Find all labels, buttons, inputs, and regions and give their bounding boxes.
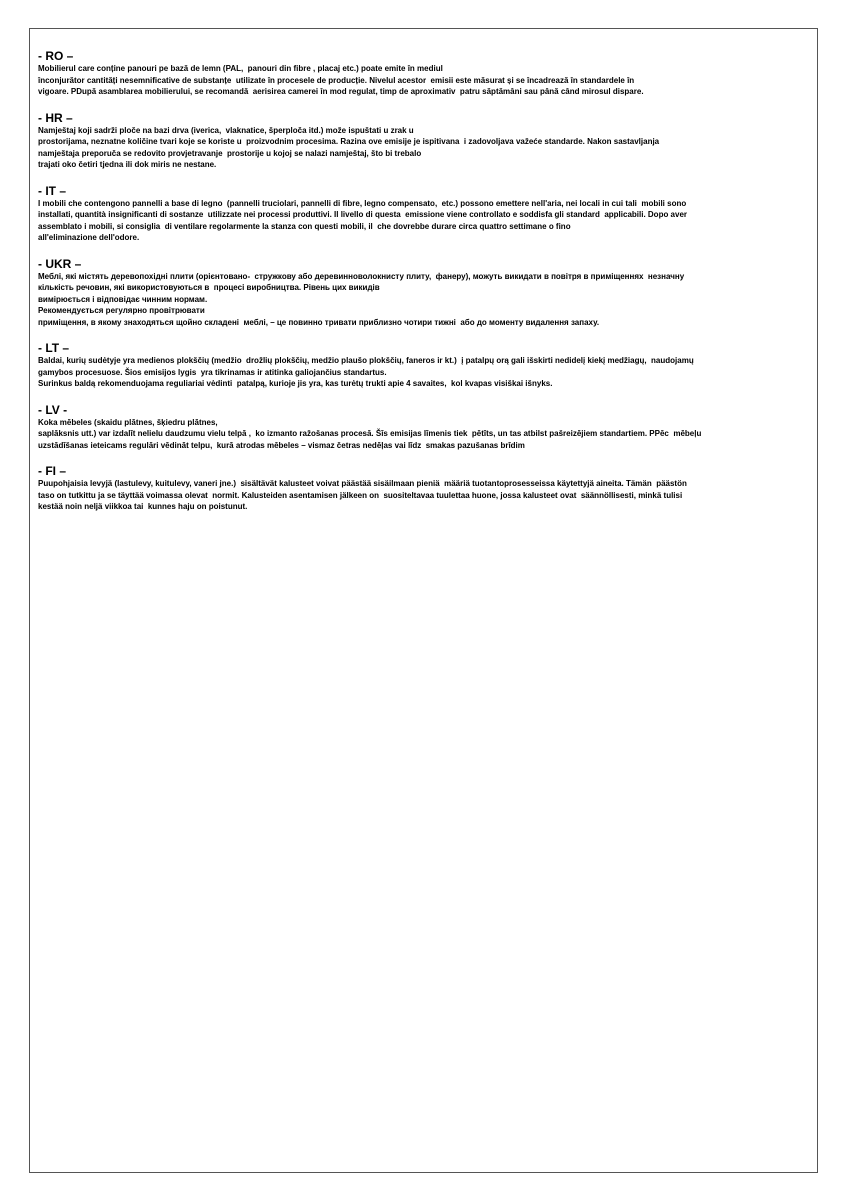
section-heading: - FI – <box>38 464 67 478</box>
section-lv <box>38 403 813 452</box>
paragraph-line: Puupohjaisia levyjä (lastulevy, kuitulevy, vaneri jne.) sisältävät kalusteet voivat päästää sisäilmaan pieniä määriä tuotantoprosesseissa käytettyjä aineita. Tämän päästön <box>38 479 687 488</box>
paragraph-line: înconjurător cantități nesemnificative de substanțe utilizate în procesele de producție. Nivelul acestor emisii este măsurat și se încadrează în standardele în <box>38 75 635 85</box>
paragraph-line: кількість речовин, які використовуються в процесі виробництва. Рівень цих викидів <box>38 283 380 292</box>
paragraph-line: Koka mēbeles (skaidu plātnes, šķiedru plātnes, <box>38 417 218 427</box>
paragraph-line: I mobili che contengono pannelli a base di legno (pannelli truciolari, pannelli di fibre, legno compensato, etc.) possono emettere nell'aria, nei locali in cui tali mobili sono <box>38 198 687 208</box>
section-ro <box>38 49 813 98</box>
paragraph-line: all'eliminazione dell'odore. <box>38 233 140 242</box>
paragraph-line: Mobilierul care conține panouri pe bază de lemn (PAL, panouri din fibre , placaj etc.) poate emite în mediul <box>38 64 443 73</box>
section-heading: - IT – <box>38 183 67 198</box>
paragraph-line: Рекомендується регулярно провітрювати <box>38 306 205 315</box>
section-heading: - LV - <box>38 402 68 417</box>
section-lt <box>38 341 813 390</box>
paragraph-line: trajati oko četiri tjedna ili dok miris ne nestane. <box>38 160 217 169</box>
paragraph-line: taso on tutkittu ja se täyttää voimassa olevat normit. Kalusteiden asentamisen jälkeen on suositeltavaa tuulettaa huone, jossa kalusteet ovat säännöllisesti, minkä tulisi <box>38 490 683 500</box>
paragraph-line: namještaja preporuča se redovito provjetravanje prostorije u kojoj se nalazi namještaj, što bi trebalo <box>38 148 422 158</box>
section-it <box>38 184 813 244</box>
paragraph-line: вимірюється і відповідає чинним нормам. <box>38 294 208 304</box>
section-heading: - HR – <box>38 110 73 125</box>
paragraph-line: Меблі, які містять деревопохідні плити (орієнтовано- стружкову або деревинноволокнисту плиту, фанеру), можуть викидати в повітря в приміщеннях незначну <box>38 271 685 281</box>
paragraph-line: uzstādīšanas ieteicams regulāri vēdināt telpu, kurā atrodas mēbeles – vismaz četras nedēļas vai līdz smakas pazušanas brīdim <box>38 440 525 450</box>
paragraph-line: assemblato i mobili, si consiglia di ventilare regolarmente la stanza con questi mobili, il che dovrebbe durare circa quattro settimane o fino <box>38 221 571 231</box>
paragraph-line: gamybos procesuose. Šios emisijos lygis yra tikrinamas ir atitinka galiojančius standartus. <box>38 367 387 377</box>
section-ukr <box>38 257 813 329</box>
section-heading: - RO – <box>38 49 74 63</box>
paragraph-line: kestää noin neljä viikkoa tai kunnes haju on poistunut. <box>38 502 248 511</box>
paragraph-line: saplāksnis utt.) var izdalīt nelielu daudzumu vielu telpā , ko izmanto ražošanas procesā. Šīs emisijas līmenis tiek pētīts, un tas atbilst pašreizējiem standartiem. PPēc mēbeļu <box>38 429 702 438</box>
section-heading: - LT – <box>38 341 70 355</box>
paragraph-line: vigoare. PDupă asamblarea mobilierului, se recomandă aerisirea camerei în mod regulat, timp de aproximativ patru săptămâni sau până când mirosul dispare. <box>38 87 644 96</box>
section-hr <box>38 111 813 171</box>
paragraph-line: Namještaj koji sadrži ploče na bazi drva (iverica, vlaknatice, šperploča itd.) može ispuštati u zrak u <box>38 125 414 135</box>
paragraph-line: prostorijama, neznatne količine tvari koje se koriste u proizvodnim procesima. Razina ove emisije je ispitivana i zadovoljava važeće standarde. Nakon sastavljanja <box>38 137 660 146</box>
paragraph-line: installati, quantità insignificanti di sostanze utilizzate nei processi produttivi. Il livello di questa emissione viene controllato e soddisfa gli standard applicabili. Dopo aver <box>38 210 688 219</box>
section-heading: - UKR – <box>38 256 82 271</box>
paragraph-line: Surinkus baldą rekomenduojama reguliariai vėdinti patalpą, kurioje jis yra, kas turėtų trukti apie 4 savaites, kol kvapas visiškai išnyks. <box>38 379 553 388</box>
section-fi <box>38 464 813 513</box>
document-body <box>38 49 813 526</box>
paragraph-line: Baldai, kurių sudėtyje yra medienos plokščių (medžio drožlių plokščių, medžio plaušo plokščių, faneros ir kt.) į patalpų orą gali išskirti nedidelį kiekį medžiagų, naudojamų <box>38 356 694 365</box>
paragraph-line: приміщення, в якому знаходяться щойно складені меблі, – це повинно тривати приблизно чотири тижні або до моменту видалення запаху. <box>38 317 600 327</box>
